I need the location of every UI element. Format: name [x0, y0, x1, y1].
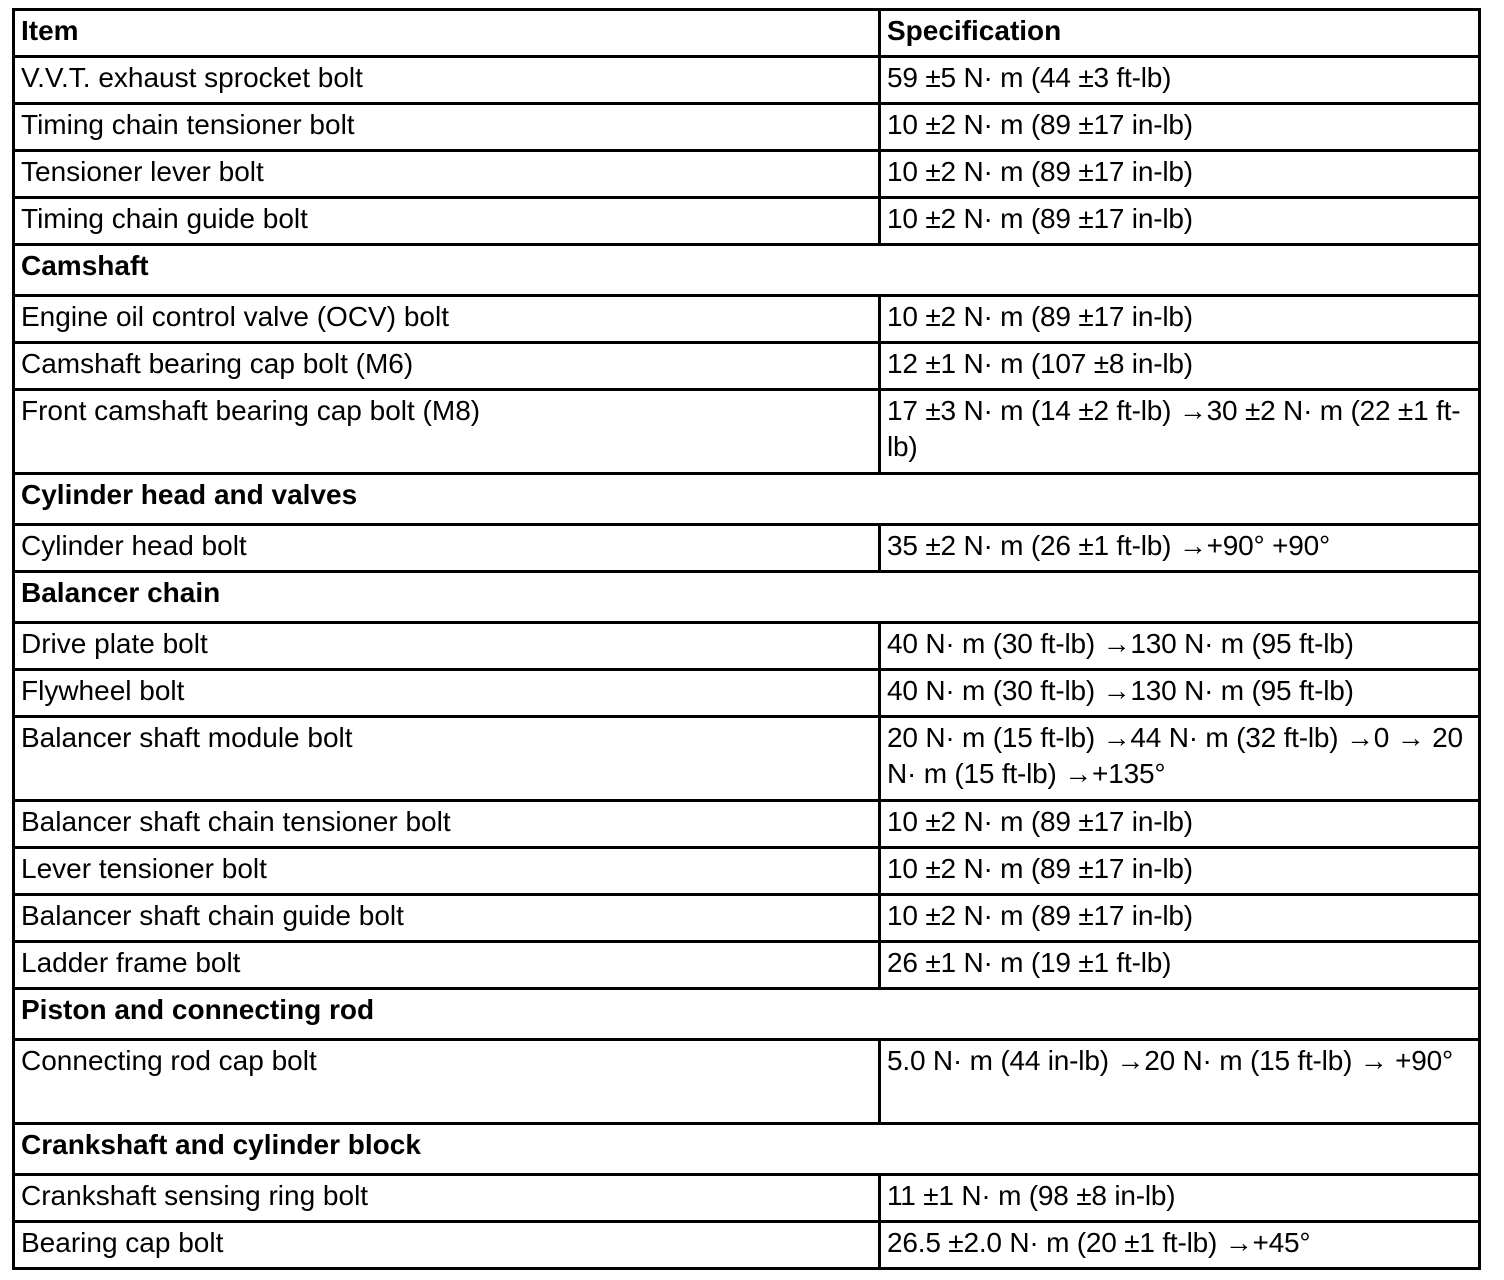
specification-cell: 5.0 N· m (44 in-lb) →20 N· m (15 ft-lb) → +90°: [880, 1040, 1480, 1124]
item-cell: Connecting rod cap bolt: [14, 1040, 880, 1124]
table-row: [14, 670, 1480, 717]
table-body: [14, 10, 1480, 1269]
specification-cell: 40 N· m (30 ft-lb) →130 N· m (95 ft-lb): [880, 623, 1480, 670]
item-cell: V.V.T. exhaust sprocket bolt: [14, 57, 880, 104]
table-row: [14, 848, 1480, 895]
specification-cell: 10 ±2 N· m (89 ±17 in-lb): [880, 296, 1480, 343]
table-row: [14, 390, 1480, 474]
item-cell: Drive plate bolt: [14, 623, 880, 670]
header-specification: Specification: [880, 10, 1480, 57]
table-row: [14, 198, 1480, 245]
section-title: Camshaft: [14, 245, 1480, 296]
specification-cell: 40 N· m (30 ft-lb) →130 N· m (95 ft-lb): [880, 670, 1480, 717]
torque-spec-table: [12, 8, 1481, 1270]
specification-cell: 26.5 ±2.0 N· m (20 ±1 ft-lb) →+45°: [880, 1222, 1480, 1269]
table-row: [14, 57, 1480, 104]
item-cell: Front camshaft bearing cap bolt (M8): [14, 390, 880, 474]
table-row: [14, 895, 1480, 942]
table-row: [14, 801, 1480, 848]
specification-cell: 10 ±2 N· m (89 ±17 in-lb): [880, 198, 1480, 245]
section-header-row: [14, 474, 1480, 525]
specification-cell: 10 ±2 N· m (89 ±17 in-lb): [880, 895, 1480, 942]
table-row: [14, 1175, 1480, 1222]
table-row: [14, 151, 1480, 198]
section-header-row: [14, 245, 1480, 296]
specification-cell: 11 ±1 N· m (98 ±8 in-lb): [880, 1175, 1480, 1222]
section-title: Piston and connecting rod: [14, 989, 1480, 1040]
table-row: [14, 623, 1480, 670]
item-cell: Timing chain tensioner bolt: [14, 104, 880, 151]
specification-cell: 59 ±5 N· m (44 ±3 ft-lb): [880, 57, 1480, 104]
item-cell: Bearing cap bolt: [14, 1222, 880, 1269]
section-header-row: [14, 989, 1480, 1040]
specification-cell: 26 ±1 N· m (19 ±1 ft-lb): [880, 942, 1480, 989]
item-cell: Cylinder head bolt: [14, 525, 880, 572]
table-row: [14, 343, 1480, 390]
item-cell: Ladder frame bolt: [14, 942, 880, 989]
table-row: [14, 525, 1480, 572]
table-row: [14, 104, 1480, 151]
table-header-row: [14, 10, 1480, 57]
section-title: Crankshaft and cylinder block: [14, 1124, 1480, 1175]
table-row: [14, 1222, 1480, 1269]
item-cell: Balancer shaft chain guide bolt: [14, 895, 880, 942]
item-cell: Crankshaft sensing ring bolt: [14, 1175, 880, 1222]
item-cell: Engine oil control valve (OCV) bolt: [14, 296, 880, 343]
item-cell: Tensioner lever bolt: [14, 151, 880, 198]
item-cell: Timing chain guide bolt: [14, 198, 880, 245]
specification-cell: 10 ±2 N· m (89 ±17 in-lb): [880, 104, 1480, 151]
specification-cell: 10 ±2 N· m (89 ±17 in-lb): [880, 801, 1480, 848]
item-cell: Balancer shaft chain tensioner bolt: [14, 801, 880, 848]
item-cell: Lever tensioner bolt: [14, 848, 880, 895]
specification-cell: 35 ±2 N· m (26 ±1 ft-lb) →+90° +90°: [880, 525, 1480, 572]
section-header-row: [14, 1124, 1480, 1175]
section-title: Balancer chain: [14, 572, 1480, 623]
specification-cell: 10 ±2 N· m (89 ±17 in-lb): [880, 848, 1480, 895]
item-cell: Camshaft bearing cap bolt (M6): [14, 343, 880, 390]
section-title: Cylinder head and valves: [14, 474, 1480, 525]
specification-cell: 20 N· m (15 ft-lb) →44 N· m (32 ft-lb) →0 → 20 N· m (15 ft-lb) →+135°: [880, 717, 1480, 801]
section-header-row: [14, 572, 1480, 623]
specification-cell: 17 ±3 N· m (14 ±2 ft-lb) →30 ±2 N· m (22 ±1 ft-lb): [880, 390, 1480, 474]
table-row: [14, 717, 1480, 801]
specification-cell: 12 ±1 N· m (107 ±8 in-lb): [880, 343, 1480, 390]
item-cell: Balancer shaft module bolt: [14, 717, 880, 801]
item-cell: Flywheel bolt: [14, 670, 880, 717]
header-item: Item: [14, 10, 880, 57]
table-row: [14, 942, 1480, 989]
table-row: [14, 1040, 1480, 1124]
specification-cell: 10 ±2 N· m (89 ±17 in-lb): [880, 151, 1480, 198]
table-row: [14, 296, 1480, 343]
